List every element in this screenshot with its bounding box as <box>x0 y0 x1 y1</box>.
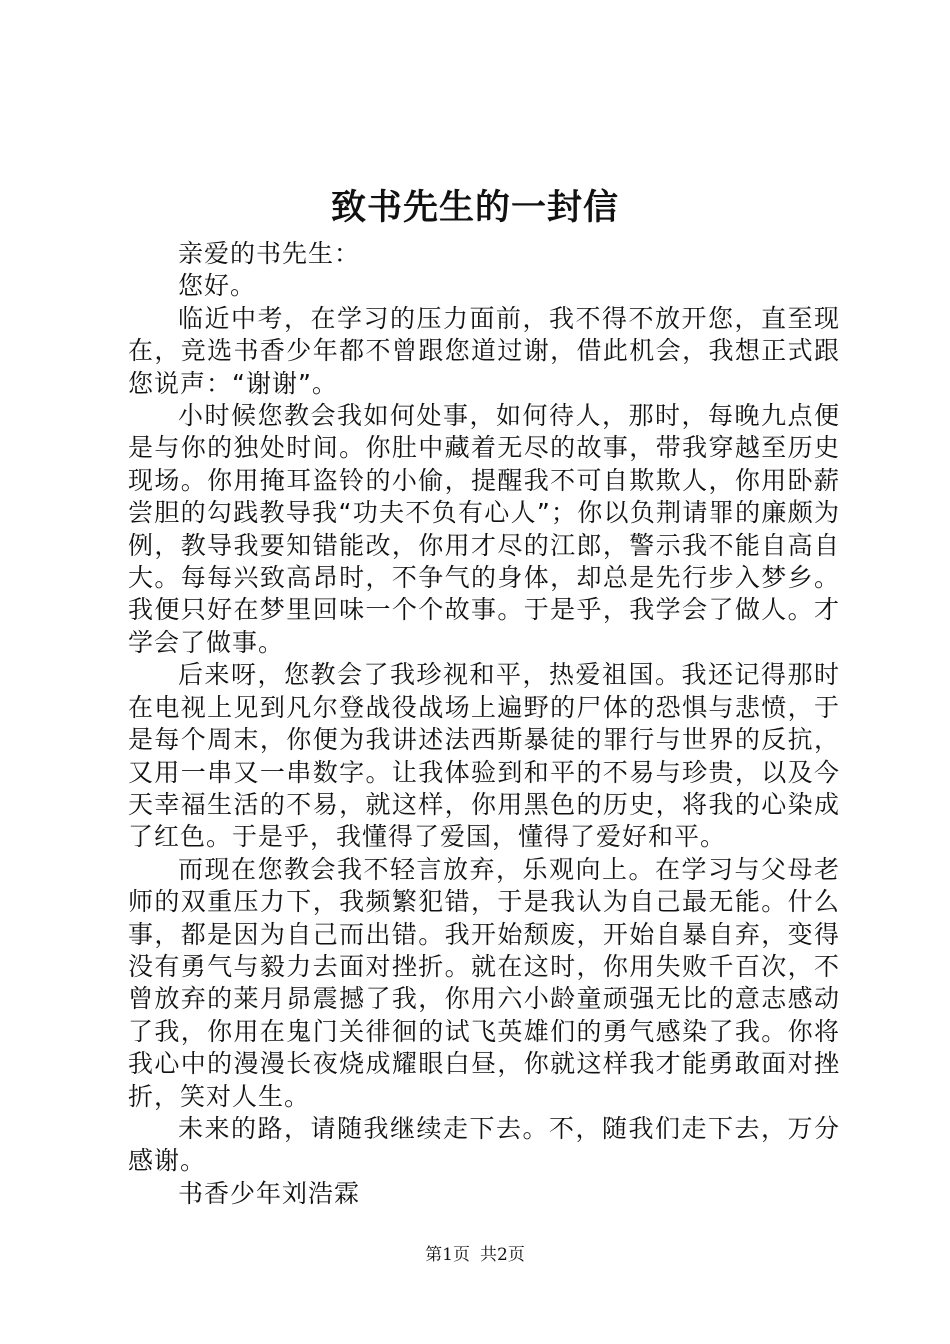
paragraph: 临近中考，在学习的压力面前，我不得不放开您，直至现在，竞选书香少年都不曾跟您道过谢，借此机会，我想正式跟您说声：“谢谢”。 <box>128 303 840 398</box>
page-footer <box>0 1243 950 1267</box>
paragraph: 而现在您教会我不轻言放弃，乐观向上。在学习与父母老师的双重压力下，我频繁犯错，于是我认为自己最无能。什么事，都是因为自己而出错。我开始颓废，开始自暴自弃，变得没有勇气与毅力去面对挫折。就在这时，你用失败千百次，不曾放弃的莱月昴震撼了我，你用六小龄童顽强无比的意志感动了我，你用在鬼门关徘徊的试飞英雄们的勇气感染了我。你将我心中的漫漫长夜烧成耀眼白昼，你就这样我才能勇敢面对挫折，笑对人生。 <box>128 854 840 1111</box>
salutation: 亲爱的书先生： <box>178 239 361 268</box>
paragraph: 未来的路，请随我继续走下去。不，随我们走下去，万分感谢。 <box>128 1113 840 1176</box>
signature: 书香少年刘浩霖 <box>178 1178 361 1208</box>
greeting: 您好。 <box>178 271 257 301</box>
paragraph: 小时候您教会我如何处事，如何待人，那时，每晚九点便是与你的独处时间。你肚中藏着无尽的故事，带我穿越至历史现场。你用掩耳盗铃的小偷，提醒我不可自欺欺人，你用卧薪尝胆的勾践教导我“功夫不负有心人”；你以负荆请罪的廉颇为例，教导我要知错能改，你用才尽的江郎，警示我不能自高自大。每每兴致高昂时，不争气的身体，却总是先行步入梦乡。我便只好在梦里回味一个个故事。于是乎，我学会了做人。才学会了做事。 <box>128 401 840 657</box>
document-title: 致书先生的一封信 <box>330 187 619 228</box>
page-total: 共2页 <box>480 1245 525 1265</box>
page-number: 第1页 <box>425 1245 470 1265</box>
paragraph: 后来呀，您教会了我珍视和平，热爱祖国。我还记得那时在电视上见到凡尔登战役战场上遍野的尸体的恐惧与悲愤，于是每个周末，你便为我讲述法西斯暴徒的罪行与世界的反抗，又用一串又一串数字。让我体验到和平的不易与珍贵，以及今天幸福生活的不易，就这样，你用黑色的历史，将我的心染成了红色。于是乎，我懂得了爱国，懂得了爱好和平。 <box>128 660 840 852</box>
letter-body <box>128 238 840 1210</box>
